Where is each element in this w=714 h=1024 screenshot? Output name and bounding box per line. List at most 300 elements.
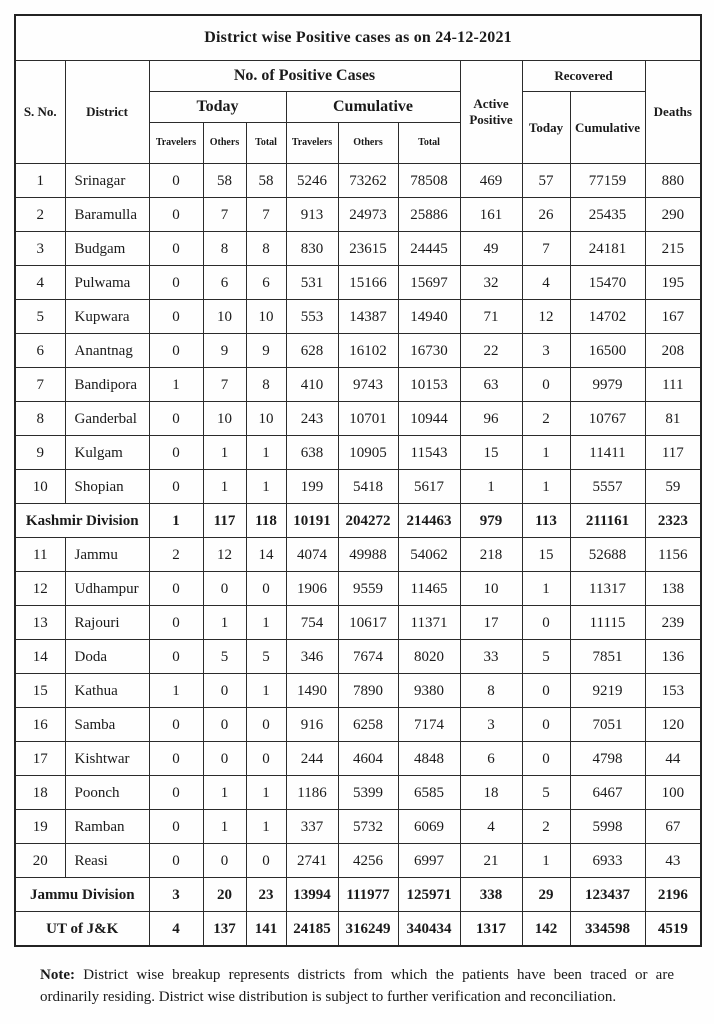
cumulative-travelers-cell: 531 (286, 266, 338, 300)
today-others-cell: 0 (203, 708, 246, 742)
note (40, 965, 674, 1009)
recovered-today-cell: 1 (522, 436, 570, 470)
cumulative-others-cell: 4256 (338, 844, 398, 878)
district-name-cell: Rajouri (65, 606, 149, 640)
cumulative-travelers-cell: 410 (286, 368, 338, 402)
today-others-cell: 5 (203, 640, 246, 674)
cumulative-others-cell: 10617 (338, 606, 398, 640)
col-header-cumulative-travelers: Travelers (286, 123, 338, 164)
cumulative-travelers-cell: 628 (286, 334, 338, 368)
table-row (15, 334, 701, 368)
deaths-cell: 138 (645, 572, 701, 606)
today-total-cell: 6 (246, 266, 286, 300)
recovered-cumulative-cell: 15470 (570, 266, 645, 300)
row-label-cell: Jammu Division (15, 878, 149, 912)
recovered-today-cell: 3 (522, 334, 570, 368)
table-row (15, 368, 701, 402)
active-positive-cell: 49 (460, 232, 522, 266)
today-travelers-cell: 0 (149, 198, 203, 232)
active-positive-cell: 33 (460, 640, 522, 674)
cumulative-total-cell: 8020 (398, 640, 460, 674)
serial-number-cell: 5 (15, 300, 65, 334)
cumulative-total-cell: 6997 (398, 844, 460, 878)
col-header-cumulative: Cumulative (286, 92, 460, 123)
today-total-cell: 58 (246, 164, 286, 198)
recovered-cumulative-cell: 52688 (570, 538, 645, 572)
cumulative-travelers-cell: 199 (286, 470, 338, 504)
cumulative-total-cell: 54062 (398, 538, 460, 572)
deaths-cell: 167 (645, 300, 701, 334)
cumulative-total-cell: 11465 (398, 572, 460, 606)
deaths-cell: 100 (645, 776, 701, 810)
cumulative-others-cell: 7674 (338, 640, 398, 674)
header-row-1 (15, 61, 701, 92)
cumulative-total-cell: 6069 (398, 810, 460, 844)
recovered-cumulative-cell: 24181 (570, 232, 645, 266)
active-positive-cell: 63 (460, 368, 522, 402)
today-others-cell: 10 (203, 402, 246, 436)
today-others-cell: 7 (203, 198, 246, 232)
table-row (15, 776, 701, 810)
active-positive-cell: 15 (460, 436, 522, 470)
today-total-cell: 0 (246, 844, 286, 878)
recovered-cumulative-cell: 10767 (570, 402, 645, 436)
col-header-cumulative-others: Others (338, 123, 398, 164)
cumulative-travelers-cell: 1186 (286, 776, 338, 810)
active-positive-cell: 218 (460, 538, 522, 572)
active-positive-cell: 32 (460, 266, 522, 300)
district-name-cell: Srinagar (65, 164, 149, 198)
cumulative-others-cell: 204272 (338, 504, 398, 538)
today-total-cell: 10 (246, 300, 286, 334)
recovered-cumulative-cell: 6933 (570, 844, 645, 878)
cumulative-travelers-cell: 13994 (286, 878, 338, 912)
today-travelers-cell: 4 (149, 912, 203, 947)
district-name-cell: Poonch (65, 776, 149, 810)
serial-number-cell: 6 (15, 334, 65, 368)
col-header-today-total: Total (246, 123, 286, 164)
today-others-cell: 137 (203, 912, 246, 947)
recovered-today-cell: 26 (522, 198, 570, 232)
cumulative-others-cell: 24973 (338, 198, 398, 232)
district-name-cell: Anantnag (65, 334, 149, 368)
cumulative-travelers-cell: 553 (286, 300, 338, 334)
deaths-cell: 67 (645, 810, 701, 844)
recovered-today-cell: 12 (522, 300, 570, 334)
col-header-recovered-cumulative: Cumulative (570, 92, 645, 164)
active-positive-cell: 22 (460, 334, 522, 368)
today-others-cell: 10 (203, 300, 246, 334)
recovered-today-cell: 5 (522, 776, 570, 810)
cumulative-others-cell: 73262 (338, 164, 398, 198)
cumulative-others-cell: 15166 (338, 266, 398, 300)
recovered-today-cell: 1 (522, 572, 570, 606)
cumulative-others-cell: 14387 (338, 300, 398, 334)
active-positive-cell: 469 (460, 164, 522, 198)
recovered-cumulative-cell: 5998 (570, 810, 645, 844)
today-travelers-cell: 0 (149, 232, 203, 266)
deaths-cell: 43 (645, 844, 701, 878)
active-positive-cell: 8 (460, 674, 522, 708)
cumulative-travelers-cell: 1906 (286, 572, 338, 606)
cumulative-travelers-cell: 24185 (286, 912, 338, 947)
cumulative-total-cell: 340434 (398, 912, 460, 947)
today-others-cell: 1 (203, 606, 246, 640)
recovered-cumulative-cell: 11411 (570, 436, 645, 470)
today-total-cell: 8 (246, 368, 286, 402)
today-travelers-cell: 3 (149, 878, 203, 912)
district-name-cell: Ganderbal (65, 402, 149, 436)
col-header-positive-cases: No. of Positive Cases (149, 61, 460, 92)
serial-number-cell: 13 (15, 606, 65, 640)
table-row (15, 538, 701, 572)
recovered-cumulative-cell: 211161 (570, 504, 645, 538)
summary-row (15, 878, 701, 912)
today-total-cell: 5 (246, 640, 286, 674)
today-travelers-cell: 0 (149, 844, 203, 878)
active-positive-cell: 6 (460, 742, 522, 776)
district-name-cell: Budgam (65, 232, 149, 266)
serial-number-cell: 7 (15, 368, 65, 402)
recovered-today-cell: 142 (522, 912, 570, 947)
today-total-cell: 23 (246, 878, 286, 912)
today-total-cell: 14 (246, 538, 286, 572)
cumulative-travelers-cell: 830 (286, 232, 338, 266)
today-travelers-cell: 0 (149, 300, 203, 334)
cumulative-total-cell: 11371 (398, 606, 460, 640)
today-travelers-cell: 0 (149, 164, 203, 198)
serial-number-cell: 12 (15, 572, 65, 606)
deaths-cell: 2323 (645, 504, 701, 538)
district-name-cell: Kulgam (65, 436, 149, 470)
active-positive-cell: 71 (460, 300, 522, 334)
cumulative-others-cell: 16102 (338, 334, 398, 368)
cumulative-total-cell: 125971 (398, 878, 460, 912)
today-others-cell: 1 (203, 470, 246, 504)
cumulative-total-cell: 78508 (398, 164, 460, 198)
table-row (15, 402, 701, 436)
deaths-cell: 4519 (645, 912, 701, 947)
today-travelers-cell: 0 (149, 708, 203, 742)
today-total-cell: 141 (246, 912, 286, 947)
cumulative-total-cell: 7174 (398, 708, 460, 742)
active-positive-cell: 3 (460, 708, 522, 742)
active-positive-cell: 4 (460, 810, 522, 844)
today-others-cell: 117 (203, 504, 246, 538)
cumulative-others-cell: 23615 (338, 232, 398, 266)
table-title: District wise Positive cases as on 24-12-2021 (15, 15, 701, 61)
recovered-cumulative-cell: 6467 (570, 776, 645, 810)
cumulative-travelers-cell: 10191 (286, 504, 338, 538)
today-total-cell: 1 (246, 470, 286, 504)
recovered-today-cell: 1 (522, 844, 570, 878)
cumulative-total-cell: 214463 (398, 504, 460, 538)
serial-number-cell: 16 (15, 708, 65, 742)
cumulative-travelers-cell: 4074 (286, 538, 338, 572)
district-name-cell: Reasi (65, 844, 149, 878)
cumulative-total-cell: 9380 (398, 674, 460, 708)
col-header-deaths: Deaths (645, 61, 701, 164)
cumulative-travelers-cell: 244 (286, 742, 338, 776)
recovered-today-cell: 57 (522, 164, 570, 198)
recovered-cumulative-cell: 9979 (570, 368, 645, 402)
col-header-today: Today (149, 92, 286, 123)
today-total-cell: 1 (246, 810, 286, 844)
serial-number-cell: 2 (15, 198, 65, 232)
serial-number-cell: 9 (15, 436, 65, 470)
cumulative-travelers-cell: 243 (286, 402, 338, 436)
today-travelers-cell: 0 (149, 266, 203, 300)
cumulative-travelers-cell: 913 (286, 198, 338, 232)
today-travelers-cell: 1 (149, 674, 203, 708)
col-header-recovered: Recovered (522, 61, 645, 92)
deaths-cell: 44 (645, 742, 701, 776)
recovered-today-cell: 2 (522, 402, 570, 436)
table-row (15, 742, 701, 776)
cumulative-total-cell: 14940 (398, 300, 460, 334)
deaths-cell: 81 (645, 402, 701, 436)
col-header-cumulative-total: Total (398, 123, 460, 164)
recovered-today-cell: 29 (522, 878, 570, 912)
cumulative-travelers-cell: 1490 (286, 674, 338, 708)
today-others-cell: 7 (203, 368, 246, 402)
today-total-cell: 8 (246, 232, 286, 266)
recovered-cumulative-cell: 123437 (570, 878, 645, 912)
serial-number-cell: 20 (15, 844, 65, 878)
today-others-cell: 1 (203, 810, 246, 844)
cumulative-total-cell: 6585 (398, 776, 460, 810)
recovered-today-cell: 0 (522, 708, 570, 742)
cumulative-others-cell: 5732 (338, 810, 398, 844)
today-travelers-cell: 0 (149, 470, 203, 504)
recovered-today-cell: 15 (522, 538, 570, 572)
table-row (15, 436, 701, 470)
col-header-today-others: Others (203, 123, 246, 164)
table-row (15, 266, 701, 300)
active-positive-cell: 1317 (460, 912, 522, 947)
cumulative-travelers-cell: 337 (286, 810, 338, 844)
note-text: District wise breakup represents districts from which the patients have been traced or are ordinarily residing. District wise distribution is subject to further verification and reconciliation. (40, 967, 674, 1005)
recovered-cumulative-cell: 11115 (570, 606, 645, 640)
summary-row (15, 504, 701, 538)
col-header-district: District (65, 61, 149, 164)
col-header-today-travelers: Travelers (149, 123, 203, 164)
today-others-cell: 6 (203, 266, 246, 300)
deaths-cell: 239 (645, 606, 701, 640)
table-row (15, 708, 701, 742)
deaths-cell: 120 (645, 708, 701, 742)
serial-number-cell: 10 (15, 470, 65, 504)
cumulative-others-cell: 5399 (338, 776, 398, 810)
today-total-cell: 1 (246, 776, 286, 810)
recovered-cumulative-cell: 334598 (570, 912, 645, 947)
title-row (15, 15, 701, 61)
table-row (15, 164, 701, 198)
today-others-cell: 0 (203, 572, 246, 606)
deaths-cell: 290 (645, 198, 701, 232)
recovered-today-cell: 0 (522, 368, 570, 402)
cumulative-travelers-cell: 638 (286, 436, 338, 470)
cumulative-travelers-cell: 754 (286, 606, 338, 640)
today-travelers-cell: 0 (149, 640, 203, 674)
deaths-cell: 880 (645, 164, 701, 198)
district-name-cell: Doda (65, 640, 149, 674)
recovered-cumulative-cell: 25435 (570, 198, 645, 232)
recovered-cumulative-cell: 7851 (570, 640, 645, 674)
today-others-cell: 58 (203, 164, 246, 198)
col-header-sno: S. No. (15, 61, 65, 164)
serial-number-cell: 3 (15, 232, 65, 266)
deaths-cell: 111 (645, 368, 701, 402)
today-others-cell: 0 (203, 742, 246, 776)
district-name-cell: Udhampur (65, 572, 149, 606)
table-row (15, 300, 701, 334)
cumulative-travelers-cell: 2741 (286, 844, 338, 878)
table-body (15, 164, 701, 947)
table-row (15, 606, 701, 640)
recovered-cumulative-cell: 14702 (570, 300, 645, 334)
today-total-cell: 118 (246, 504, 286, 538)
table-row (15, 810, 701, 844)
recovered-cumulative-cell: 7051 (570, 708, 645, 742)
deaths-cell: 2196 (645, 878, 701, 912)
today-travelers-cell: 0 (149, 436, 203, 470)
serial-number-cell: 14 (15, 640, 65, 674)
table-row (15, 470, 701, 504)
deaths-cell: 195 (645, 266, 701, 300)
recovered-today-cell: 2 (522, 810, 570, 844)
recovered-today-cell: 0 (522, 606, 570, 640)
table-row (15, 198, 701, 232)
district-name-cell: Kupwara (65, 300, 149, 334)
recovered-cumulative-cell: 11317 (570, 572, 645, 606)
cumulative-total-cell: 24445 (398, 232, 460, 266)
recovered-today-cell: 0 (522, 742, 570, 776)
table-row (15, 572, 701, 606)
cumulative-others-cell: 6258 (338, 708, 398, 742)
deaths-cell: 59 (645, 470, 701, 504)
cumulative-others-cell: 10701 (338, 402, 398, 436)
today-total-cell: 0 (246, 708, 286, 742)
today-travelers-cell: 0 (149, 572, 203, 606)
row-label-cell: Kashmir Division (15, 504, 149, 538)
active-positive-cell: 96 (460, 402, 522, 436)
cumulative-others-cell: 4604 (338, 742, 398, 776)
today-travelers-cell: 0 (149, 776, 203, 810)
active-positive-cell: 161 (460, 198, 522, 232)
cumulative-others-cell: 111977 (338, 878, 398, 912)
table-row (15, 674, 701, 708)
deaths-cell: 153 (645, 674, 701, 708)
district-name-cell: Kathua (65, 674, 149, 708)
cumulative-others-cell: 10905 (338, 436, 398, 470)
deaths-cell: 136 (645, 640, 701, 674)
deaths-cell: 1156 (645, 538, 701, 572)
cumulative-others-cell: 9743 (338, 368, 398, 402)
today-total-cell: 0 (246, 742, 286, 776)
today-travelers-cell: 1 (149, 504, 203, 538)
serial-number-cell: 1 (15, 164, 65, 198)
recovered-cumulative-cell: 4798 (570, 742, 645, 776)
recovered-cumulative-cell: 9219 (570, 674, 645, 708)
summary-row (15, 912, 701, 947)
today-travelers-cell: 0 (149, 810, 203, 844)
table-row (15, 844, 701, 878)
today-others-cell: 20 (203, 878, 246, 912)
deaths-cell: 117 (645, 436, 701, 470)
district-name-cell: Bandipora (65, 368, 149, 402)
cumulative-others-cell: 9559 (338, 572, 398, 606)
today-total-cell: 10 (246, 402, 286, 436)
serial-number-cell: 17 (15, 742, 65, 776)
district-name-cell: Pulwama (65, 266, 149, 300)
deaths-cell: 208 (645, 334, 701, 368)
row-label-cell: UT of J&K (15, 912, 149, 947)
district-name-cell: Kishtwar (65, 742, 149, 776)
cumulative-total-cell: 4848 (398, 742, 460, 776)
cumulative-total-cell: 10153 (398, 368, 460, 402)
district-name-cell: Samba (65, 708, 149, 742)
recovered-today-cell: 113 (522, 504, 570, 538)
today-others-cell: 9 (203, 334, 246, 368)
today-total-cell: 1 (246, 436, 286, 470)
recovered-cumulative-cell: 5557 (570, 470, 645, 504)
active-positive-cell: 21 (460, 844, 522, 878)
district-name-cell: Shopian (65, 470, 149, 504)
table-row (15, 640, 701, 674)
cumulative-travelers-cell: 916 (286, 708, 338, 742)
table-row (15, 232, 701, 266)
active-positive-cell: 338 (460, 878, 522, 912)
today-travelers-cell: 0 (149, 334, 203, 368)
active-positive-cell: 1 (460, 470, 522, 504)
cumulative-travelers-cell: 346 (286, 640, 338, 674)
cumulative-total-cell: 25886 (398, 198, 460, 232)
district-name-cell: Jammu (65, 538, 149, 572)
today-travelers-cell: 0 (149, 402, 203, 436)
today-travelers-cell: 1 (149, 368, 203, 402)
today-total-cell: 0 (246, 572, 286, 606)
recovered-cumulative-cell: 77159 (570, 164, 645, 198)
cumulative-others-cell: 5418 (338, 470, 398, 504)
cumulative-others-cell: 7890 (338, 674, 398, 708)
cumulative-total-cell: 11543 (398, 436, 460, 470)
recovered-today-cell: 1 (522, 470, 570, 504)
cumulative-travelers-cell: 5246 (286, 164, 338, 198)
serial-number-cell: 15 (15, 674, 65, 708)
cumulative-total-cell: 15697 (398, 266, 460, 300)
today-total-cell: 9 (246, 334, 286, 368)
today-others-cell: 0 (203, 674, 246, 708)
active-positive-cell: 979 (460, 504, 522, 538)
today-others-cell: 12 (203, 538, 246, 572)
today-others-cell: 8 (203, 232, 246, 266)
serial-number-cell: 11 (15, 538, 65, 572)
today-total-cell: 1 (246, 674, 286, 708)
active-positive-cell: 17 (460, 606, 522, 640)
positive-cases-table (14, 14, 702, 947)
cumulative-total-cell: 16730 (398, 334, 460, 368)
serial-number-cell: 8 (15, 402, 65, 436)
deaths-cell: 215 (645, 232, 701, 266)
cumulative-total-cell: 10944 (398, 402, 460, 436)
today-total-cell: 7 (246, 198, 286, 232)
serial-number-cell: 19 (15, 810, 65, 844)
district-name-cell: Baramulla (65, 198, 149, 232)
recovered-today-cell: 7 (522, 232, 570, 266)
recovered-today-cell: 0 (522, 674, 570, 708)
cumulative-others-cell: 316249 (338, 912, 398, 947)
